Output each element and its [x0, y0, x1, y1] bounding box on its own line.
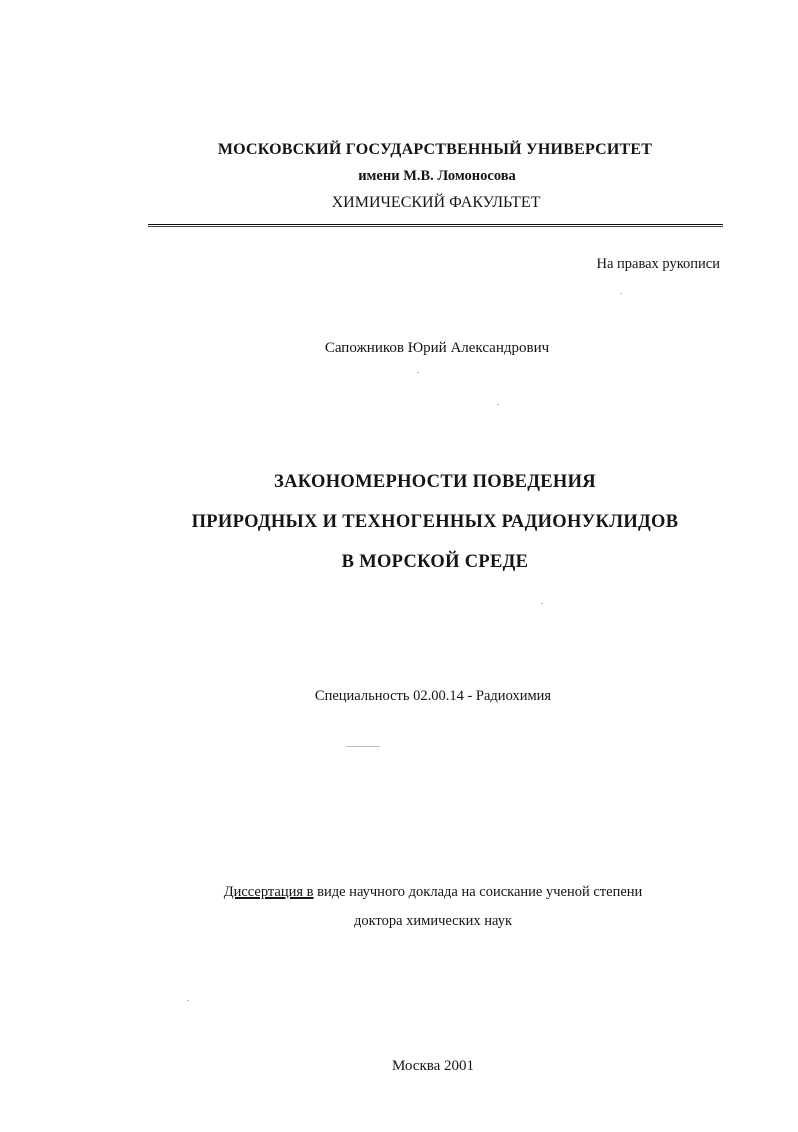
university-name: МОСКОВСКИЙ ГОСУДАРСТВЕННЫЙ УНИВЕРСИТЕТ: [217, 141, 653, 158]
scan-speck: [620, 293, 622, 294]
title-line-1: ЗАКОНОМЕРНОСТИ ПОВЕДЕНИЯ: [274, 472, 596, 492]
dissertation-line-2: доктора химических наук: [353, 913, 513, 929]
specialty: Специальность 02.00.14 - Радиохимия: [314, 688, 552, 704]
scan-speck: [541, 603, 543, 604]
named-after: имени М.В. Ломоносова: [358, 168, 516, 184]
title-line-2: ПРИРОДНЫХ И ТЕХНОГЕННЫХ РАДИОНУКЛИДОВ: [191, 512, 679, 532]
dissertation-underlined: Диссертация в: [223, 884, 314, 900]
scan-speck: [187, 1000, 189, 1001]
dissertation-line-1: [34, 884, 798, 901]
header-divider: [148, 224, 723, 227]
scan-speck: [497, 404, 499, 405]
scan-speck: [346, 746, 380, 747]
faculty-name: ХИМИЧЕСКИЙ ФАКУЛЬТЕТ: [331, 194, 541, 211]
scan-speck: [417, 372, 419, 373]
title-line-3: В МОРСКОЙ СРЕДЕ: [341, 552, 529, 572]
dissertation-rest: виде научного доклада на соискание ученой степени: [313, 884, 643, 900]
author-name: Сапожников Юрий Александрович: [324, 340, 550, 356]
city-year: Москва 2001: [391, 1058, 475, 1074]
manuscript-rights: На правах рукописи: [596, 256, 720, 272]
